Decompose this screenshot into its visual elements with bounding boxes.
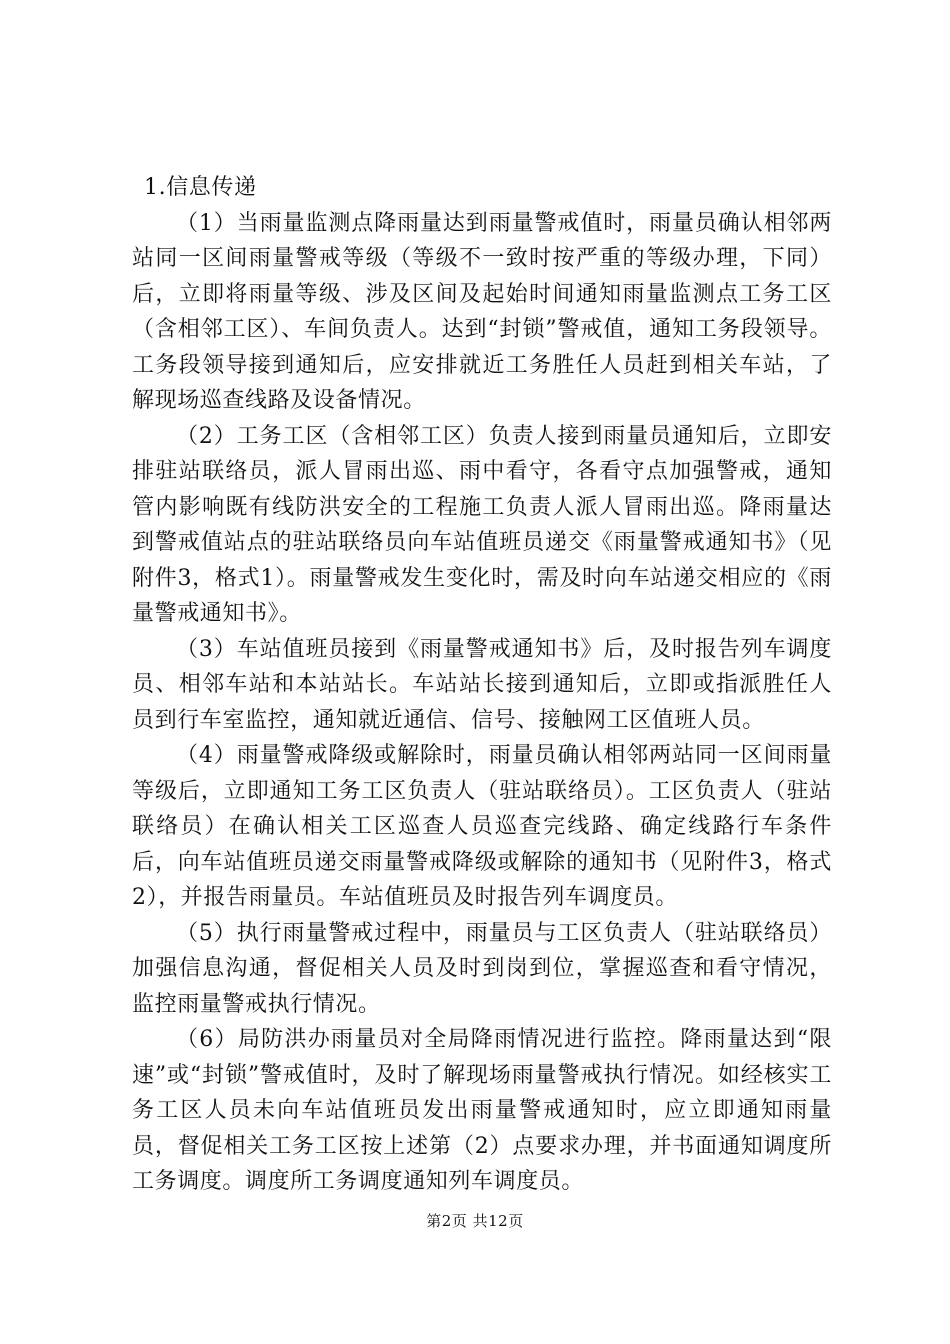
paragraph-3: （3）车站值班员接到《雨量警戒通知书》后，及时报告列车调度员、相邻车站和本站站长。车站站长接到通知后，立即或指派胜任人员到行车室监控，通知就近通信、信号、接触网工区值班人员。 (132, 636, 832, 733)
paragraph-2: （2）工务工区（含相邻工区）负责人接到雨量员通知后，立即安排驻站联络员，派人冒雨出巡、雨中看守，各看守点加强警戒，通知管内影响既有线防洪安全的工程施工负责人派人冒雨出巡。降雨量达到警戒值站点的驻站联络员向车站值班员递交《雨量警戒通知书》（见附件3，格式1）。雨量警戒发生变化时，需及时向车站递交相应的《雨量警戒通知书》。 (132, 423, 832, 626)
paragraph-5: （5）执行雨量警戒过程中，雨量员与工区负责人（驻站联络员）加强信息沟通，督促相关人员及时到岗到位，掌握巡查和看守情况，监控雨量警戒执行情况。 (132, 920, 832, 1017)
page-footer: 第2页 共12页 (426, 1212, 524, 1230)
section-title: 1.信息传递 (144, 175, 257, 200)
paragraph-4: （4）雨量警戒降级或解除时，雨量员确认相邻两站同一区间雨量等级后，立即通知工务工区负责人（驻站联络员）。工区负责人（驻站联络员）在确认相关工区巡查人员巡查完线路、确定线路行车条件后，向车站值班员递交雨量警戒降级或解除的通知书（见附件3，格式2），并报告雨量员。车站值班员及时报告列车调度员。 (132, 743, 832, 910)
document-body (132, 170, 832, 1200)
paragraph-1: （1）当雨量监测点降雨量达到雨量警戒值时，雨量员确认相邻两站同一区间雨量警戒等级（等级不一致时按严重的等级办理，下同）后，立即将雨量等级、涉及区间及起始时间通知雨量监测点工务工区（含相邻工区）、车间负责人。达到“封锁”警戒值，通知工务段领导。工务段领导接到通知后，应安排就近工务胜任人员赶到相关车站，了解现场巡查线路及设备情况。 (132, 210, 832, 413)
paragraph-6: （6）局防洪办雨量员对全局降雨情况进行监控。降雨量达到“限速”或“封锁”警戒值时，及时了解现场雨量警戒执行情况。如经核实工务工区人员未向车站值班员发出雨量警戒通知时，应立即通知雨量员，督促相关工务工区按上述第（2）点要求办理，并书面通知调度所工务调度。调度所工务调度通知列车调度员。 (132, 1027, 832, 1194)
